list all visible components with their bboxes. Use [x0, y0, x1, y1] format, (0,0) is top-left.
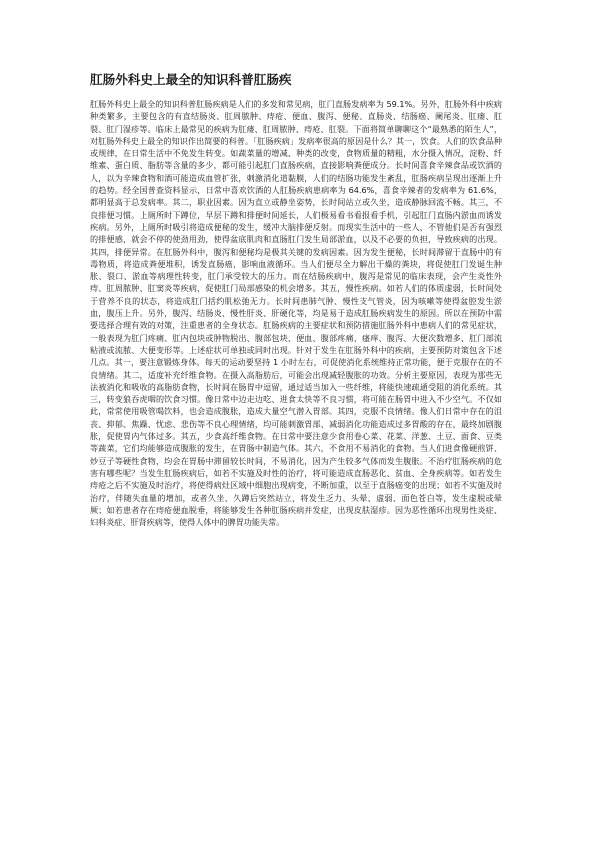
document-title: 肛肠外科史上最全的知识科普肛肠疾 [90, 72, 292, 87]
document-body: 肛肠外科史上最全的知识科普肛肠疾病是人们的多发和常见病，肛门直肠发病率为 59.1%。另外，肛肠外科中疾病种类繁多，主要包含的有直结肠炎、肛周脓肿、痔疮、便血、腹泻、便秘、直肠炎、结肠癌、阑尾炎、肛瘘、肛裂、肛门湿疹等。临床上最常见的疾病为肛瘘、肛周脓肿、痔疮、肛裂。下面将简单聊聊这个“最熟悉的陌生人”，对肛肠外科史上最全的知识作出简要的科普。「肛肠疾病」发病率很高的原因是什么？其一，饮食。人们的饮食品种或规律，在日常生活中不免发生转变。如蔬菜量的增减、种类的改变，食物质量的精粗，水分摄入情况，淀粉、纤维素、蛋白质、脂肪等含量的多少，都可能引起肛门直肠疾病，直接影响粪便成分。长时间喜食辛辣食品或饮酒的人，以为辛辣食物和酒可能造成血管扩张，刺激消化道黏膜，人们的结肠功能发生紊乱，肛肠疾病呈现出逐渐上升的趋势。经全国普查资料显示，日常中喜欢饮酒的人肛肠疾病患病率为 64.6%，喜食辛辣者的发病率为 61.6%，都明显高于总发病率。其二，职业因素。因为直立或静坐姿势，长时间站立或久坐，造成静脉回流不畅。其三，不良排便习惯。上厕所时下蹲位，早层下蹲和排便时间延长，人们极易看书看报看手机，引起肛门直肠内淤血而诱发疾病。另外，上厕所时吸引将造成便秘的发生，缓冲大脑排便反射。而现实生活中的一些人，不管他们是否有强烈的排便感，就会不停的使劲用劲，使得盆底肌肉和直肠肛门发生局部淤血，以及不必要的负担，导致疾病的出现。其四，排便异常。在肛肠外科中，腹泻和便秘均是极其关键的发病因素。因为发生便秘，长时间滞留于直肠中的有毒物质，将造成粪便堆积，诱发直肠癌，影响血液循环。当人们便尽全力解出干燥的粪块，将促使肛门发诞生肿胀、裂口、淤血等病理性转变，肛门承受较大的压力。而在结肠疾病中，腹泻是常见的临床表现，会产生炎性外痔、肛周脓肿、肛窦炎等疾病，促使肛门局部感染的机会增多。其五，慢性疾病。如若人们的体质虚弱，长时间处于营养不良的状态，将造成肛门括约肌松弛无力。长时间患肺气肿、慢性支气管炎，因为咳嗽等使得盆腔发生淤血，腹压上升。另外，腹泻、结肠炎、慢性肝炎、肝硬化等，均是易于造成肛肠疾病发生的原因。所以在预防中需要选择合理有效的对策，注重患者的全身状态。肛肠疾病的主要症状和预防措施肛肠外科中患病人们的常见症状，一般表现为肛门疼痛、肛内包块或肿物脱出、腹部包块、便血、腹部疼痛、瘙痒、腹泻、大便次数增多、肛门部流粘液或流脓、大便变形等。上述症状可单独或同时出现。针对于发生在肛肠外科中的疾病，主要预防对策包含下述几点。其一，要注意锻炼身体。每天的运动要坚持 1 小时左右，可促使消化系统维持正常功能，便于克服存在的不良情绪。其二，适度补充纤维食物。在摄入高脂肪后，可能会出现减轻腹胀的功效。分析主要原因，表现为那些无法被消化和吸收的高脂肪食物，长时间在肠胃中逗留，通过适当加入一些纤维，将能快速疏通受阻的消化系统。其三，转变狼吞虎咽的饮食习惯。像日常中边走边吃、进食太快等不良习惯，将可能在肠胃中进入不少空气。不仅如此，常常使用吸管喝饮料，也会造成腹胀，造成大量空气潜入胃部。其四，克服不良情绪。像人们日常中存在的沮丧、抑郁、焦躁、忧虑、悲伤等不良心理情绪，均可能刺激胃部、减弱消化功能造成过多胃酸的存在，最终加剧腹胀，促使胃内气体过多。其五，少食高纤维食物。在日常中要注意少食用卷心菜、花菜、洋葱、土豆、面食、豆类等蔬菜，它们均能够造成腹胀的发生，在胃肠中制造气体。其六，不食用不易消化的食物。当人们进食像硬煎饼、炒豆子等硬性食物，均会在胃肠中滞留较长时间，不易消化，因为产生较多气体而发生腹胀。不治疗肛肠疾病的危害有哪些呢？当发生肛肠疾病后，如若不实施及时性的治疗，将可能造成直肠恶化、贫血、全身疾病等。如若发生痔疮之后不实施及时治疗，将使得病灶区域中细胞出现病变，不断加重，以至于直肠癌变的出现；如若不实施及时治疗，伴随失血量的增加，或者久坐、久蹲后突然站立，将发生乏力、头晕、虚弱、面色苍白等，发生虚脱或晕厥；如若患者存在痔疮便血脱垂，将能够发生各种肛肠疾病并发症，出现皮肤湿疹。因为恶性循环出现男性炎症、妇科炎症、肝肾疾病等，使得人体中的脾胃功能失常。 [90, 99, 502, 528]
